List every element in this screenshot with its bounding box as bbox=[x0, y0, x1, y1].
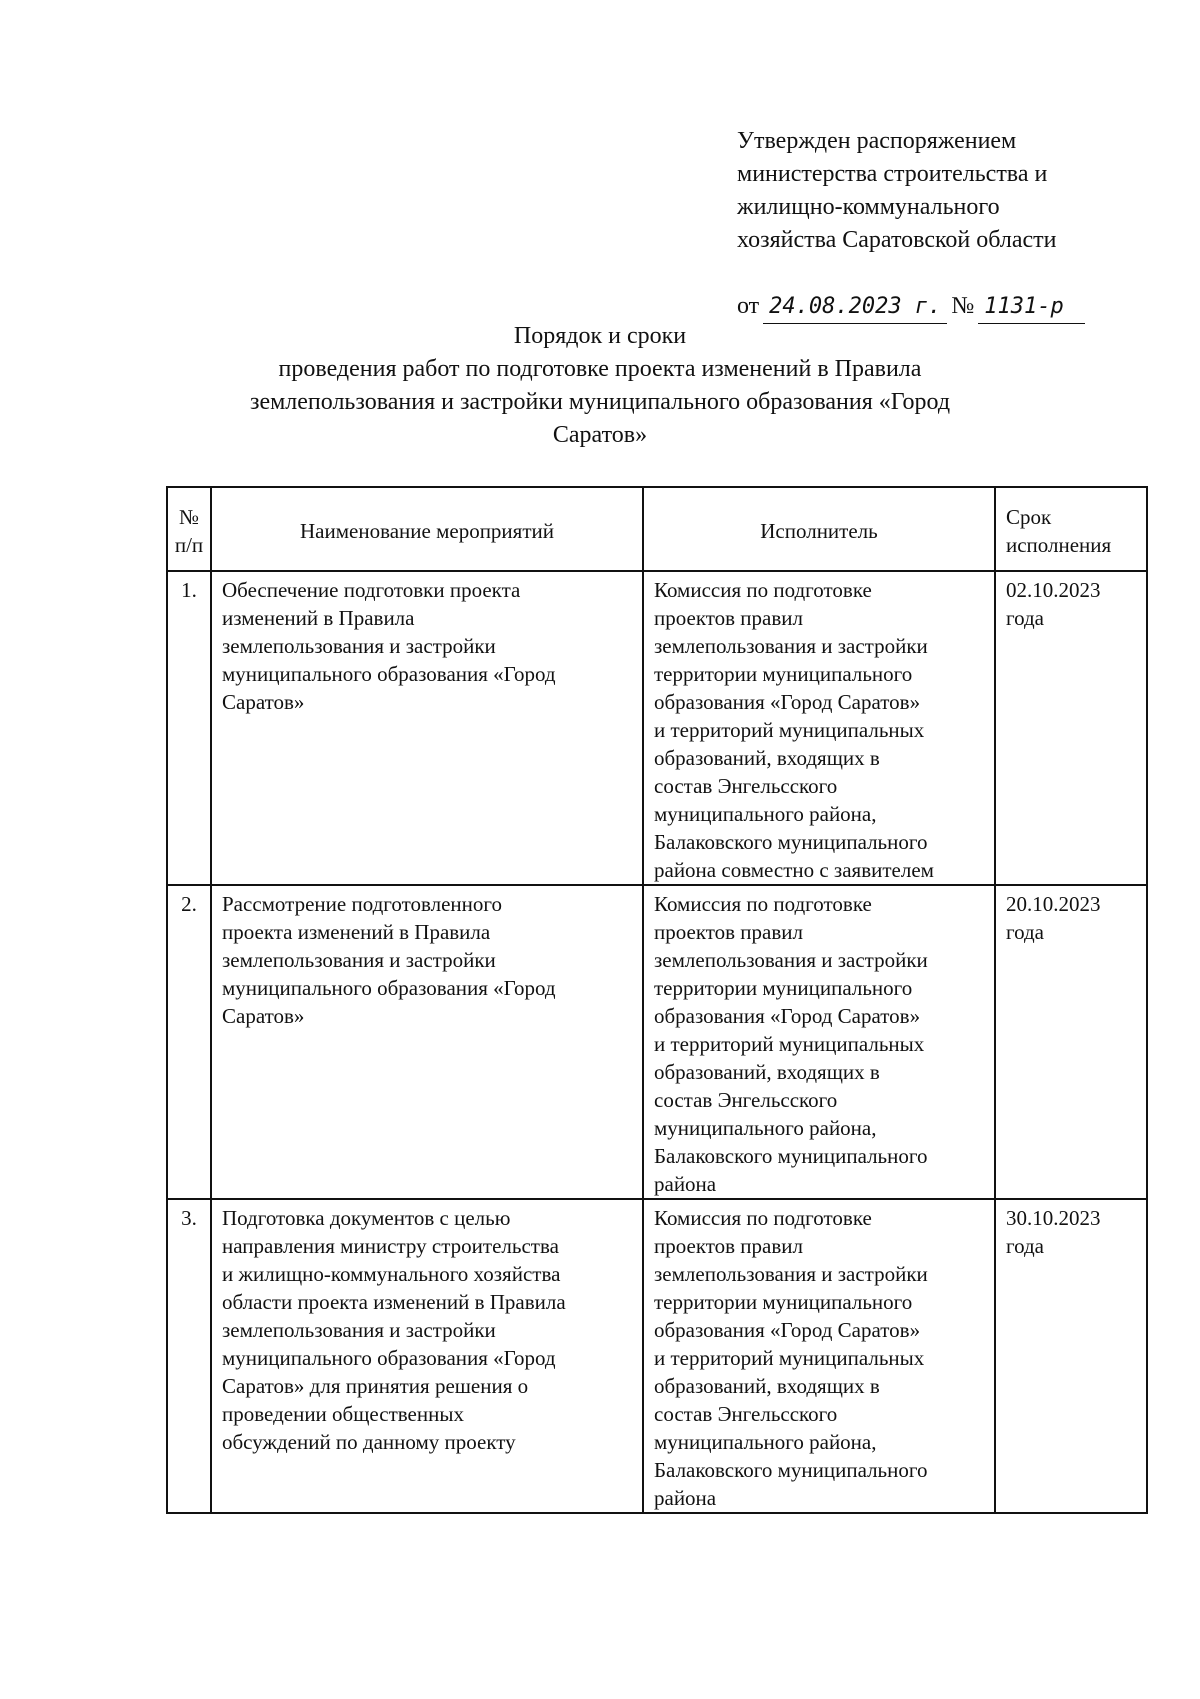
approval-text: Утвержден распоряжением министерства строительства и жилищно-коммунального хозяйства Саратовской области bbox=[737, 128, 1057, 253]
table-row bbox=[167, 1199, 1147, 1513]
row-executor: Комиссия по подготовке проектов правил землепользования и застройки территории муниципального образования «Город Саратов» и территорий муниципальных образований, входящих в состав Энгельсского муниципального района, Балаковского муниципального района bbox=[643, 885, 995, 1199]
row-number: 3. bbox=[167, 1199, 211, 1513]
approval-number: 1131-р bbox=[978, 290, 1085, 324]
approval-date: 24.08.2023 г. bbox=[763, 290, 947, 324]
table-row bbox=[167, 885, 1147, 1199]
table-header-row bbox=[167, 487, 1147, 571]
row-activity: Подготовка документов с целью направления министру строительства и жилищно-коммунального хозяйства области проекта изменений в Правила землепользования и застройки муниципального образования «Город Саратов» для принятия решения о проведении общественных обсуждений по данному проекту bbox=[211, 1199, 643, 1513]
number-label: № bbox=[951, 293, 975, 319]
document-title: Порядок и сроки проведения работ по подготовке проекта изменений в Правила землепользования и застройки муниципального образования «Город Саратов» bbox=[249, 323, 951, 448]
row-deadline: 30.10.2023 года bbox=[995, 1199, 1147, 1513]
approval-signature-line bbox=[737, 290, 1085, 324]
header-activity: Наименование мероприятий bbox=[211, 487, 643, 571]
from-label: от bbox=[737, 293, 760, 319]
row-activity: Рассмотрение подготовленного проекта изменений в Правила землепользования и застройки муниципального образования «Город Саратов» bbox=[211, 885, 643, 1199]
row-number: 2. bbox=[167, 885, 211, 1199]
table-row bbox=[167, 571, 1147, 885]
row-deadline: 20.10.2023 года bbox=[995, 885, 1147, 1199]
row-activity: Обеспечение подготовки проекта изменений в Правила землепользования и застройки муниципального образования «Город Саратов» bbox=[211, 571, 643, 885]
row-number: 1. bbox=[167, 571, 211, 885]
schedule-table bbox=[166, 486, 1148, 1514]
row-executor: Комиссия по подготовке проектов правил землепользования и застройки территории муниципального образования «Город Саратов» и территорий муниципальных образований, входящих в состав Энгельсского муниципального района, Балаковского муниципального района совместно с заявителем bbox=[643, 571, 995, 885]
row-deadline: 02.10.2023 года bbox=[995, 571, 1147, 885]
header-executor: Исполнитель bbox=[643, 487, 995, 571]
header-number: № п/п bbox=[167, 487, 211, 571]
row-executor: Комиссия по подготовке проектов правил землепользования и застройки территории муниципального образования «Город Саратов» и территорий муниципальных образований, входящих в состав Энгельсского муниципального района, Балаковского муниципального района bbox=[643, 1199, 995, 1513]
header-deadline: Срок исполнения bbox=[995, 487, 1147, 571]
approval-stamp bbox=[737, 92, 1085, 357]
